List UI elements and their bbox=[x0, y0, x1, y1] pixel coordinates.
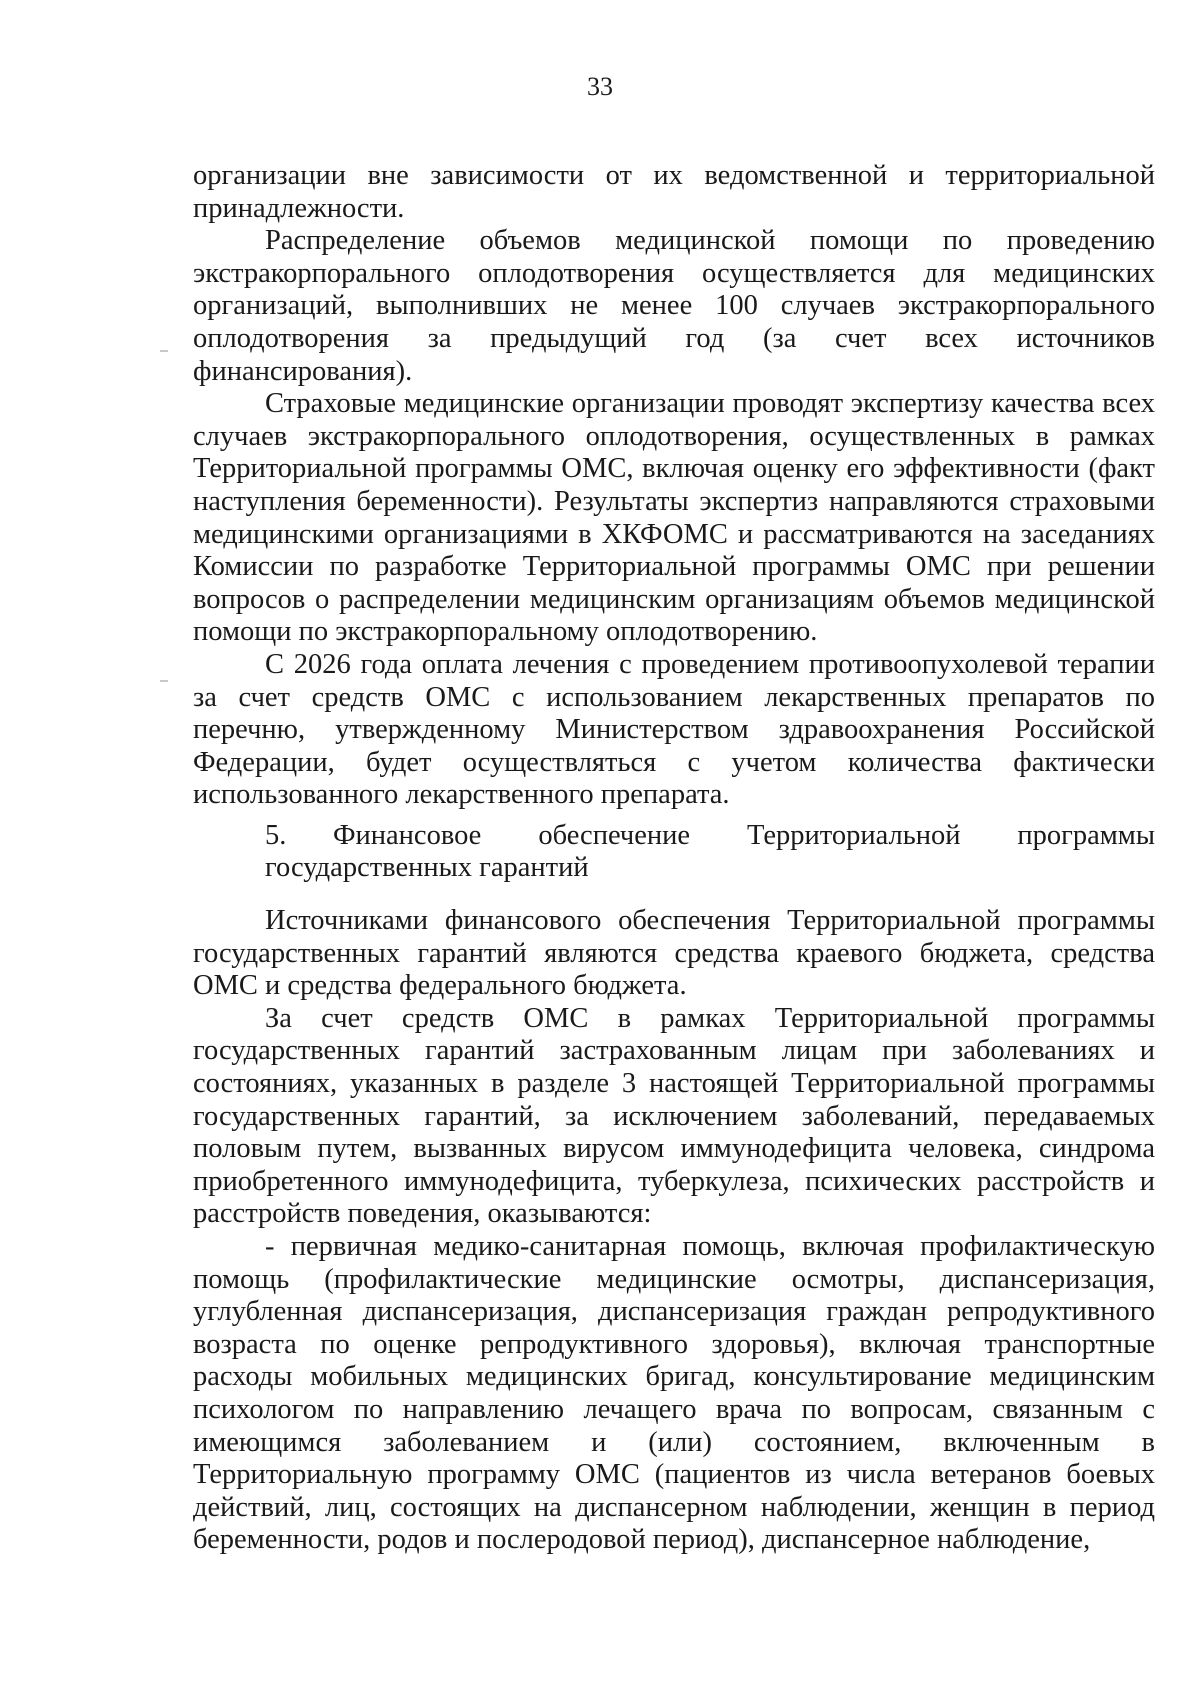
paragraph-ivf-distribution: Распределение объемов медицинской помощи по проведению экстракорпорального оплодотворения осуществляется для медицинских организаций, выполнивших не менее 100 случаев экстракорпорального оплодотворения за предыдущий год (за счет всех источников финансирования). bbox=[193, 225, 1155, 387]
section-title: Финансовое обеспечение Территориальной программы государственных гарантий bbox=[265, 819, 1155, 884]
section-number: 5. bbox=[265, 819, 287, 851]
page-number: 33 bbox=[587, 72, 613, 101]
section-heading bbox=[193, 820, 1155, 885]
scan-margin-mark bbox=[160, 680, 168, 682]
paragraph-oms-coverage: За счет средств ОМС в рамках Территориальной программы государственных гарантий застрахованным лицам при заболеваниях и состояниях, указанных в разделе 3 настоящей Территориальной программы государственных гарантий, за исключением заболеваний, передаваемых половым путем, вызванных вирусом иммунодефицита человека, синдрома приобретенного иммунодефицита, туберкулеза, психических расстройств и расстройств поведения, оказываются: bbox=[193, 1002, 1155, 1230]
paragraph-ivf-quality-review: Страховые медицинские организации проводят экспертизу качества всех случаев экстракорпорального оплодотворения, осуществленных в рамках Территориальной программы ОМС, включая оценку его эффективности (факт наступления беременности). Результаты экспертиз направляются страховыми медицинскими организациями в ХКФОМС и рассматриваются на заседаниях Комиссии по разработке Территориальной программы ОМС при решении вопросов о распределении медицинским организациям объемов медицинской помощи по экстракорпоральному оплодотворению. bbox=[193, 388, 1155, 648]
paragraph-funding-sources: Источниками финансового обеспечения Территориальной программы государственных гарантий являются средства краевого бюджета, средства ОМС и средства федерального бюджета. bbox=[193, 905, 1155, 1002]
paragraph-antitumor-therapy: С 2026 года оплата лечения с проведением противоопухолевой терапии за счет средств ОМС с использованием лекарственных препаратов по перечню, утвержденному Министерством здравоохранения Российской Федерации, будет осуществляться с учетом количества фактически использованного лекарственного препарата. bbox=[193, 648, 1155, 811]
paragraph-continuation: организации вне зависимости от их ведомственной и территориальной принадлежности. bbox=[193, 160, 1155, 224]
list-item-primary-care: - первичная медико-санитарная помощь, включая профилактическую помощь (профилактические медицинские осмотры, диспансеризация, углубленная диспансеризация, диспансеризация граждан репродуктивного возраста по оценке репродуктивного здоровья), включая транспортные расходы мобильных медицинских бригад, консультирование медицинским психологом по направлению лечащего врача по вопросам, связанным с имеющимся заболеванием и (или) состоянием, включенным в Территориальную программу ОМС (пациентов из числа ветеранов боевых действий, лиц, состоящих на диспансерном наблюдении, женщин в период беременности, родов и послеродовой период), диспансерное наблюдение, bbox=[193, 1231, 1155, 1556]
document-body bbox=[193, 160, 1155, 1557]
scan-margin-mark bbox=[160, 350, 168, 352]
